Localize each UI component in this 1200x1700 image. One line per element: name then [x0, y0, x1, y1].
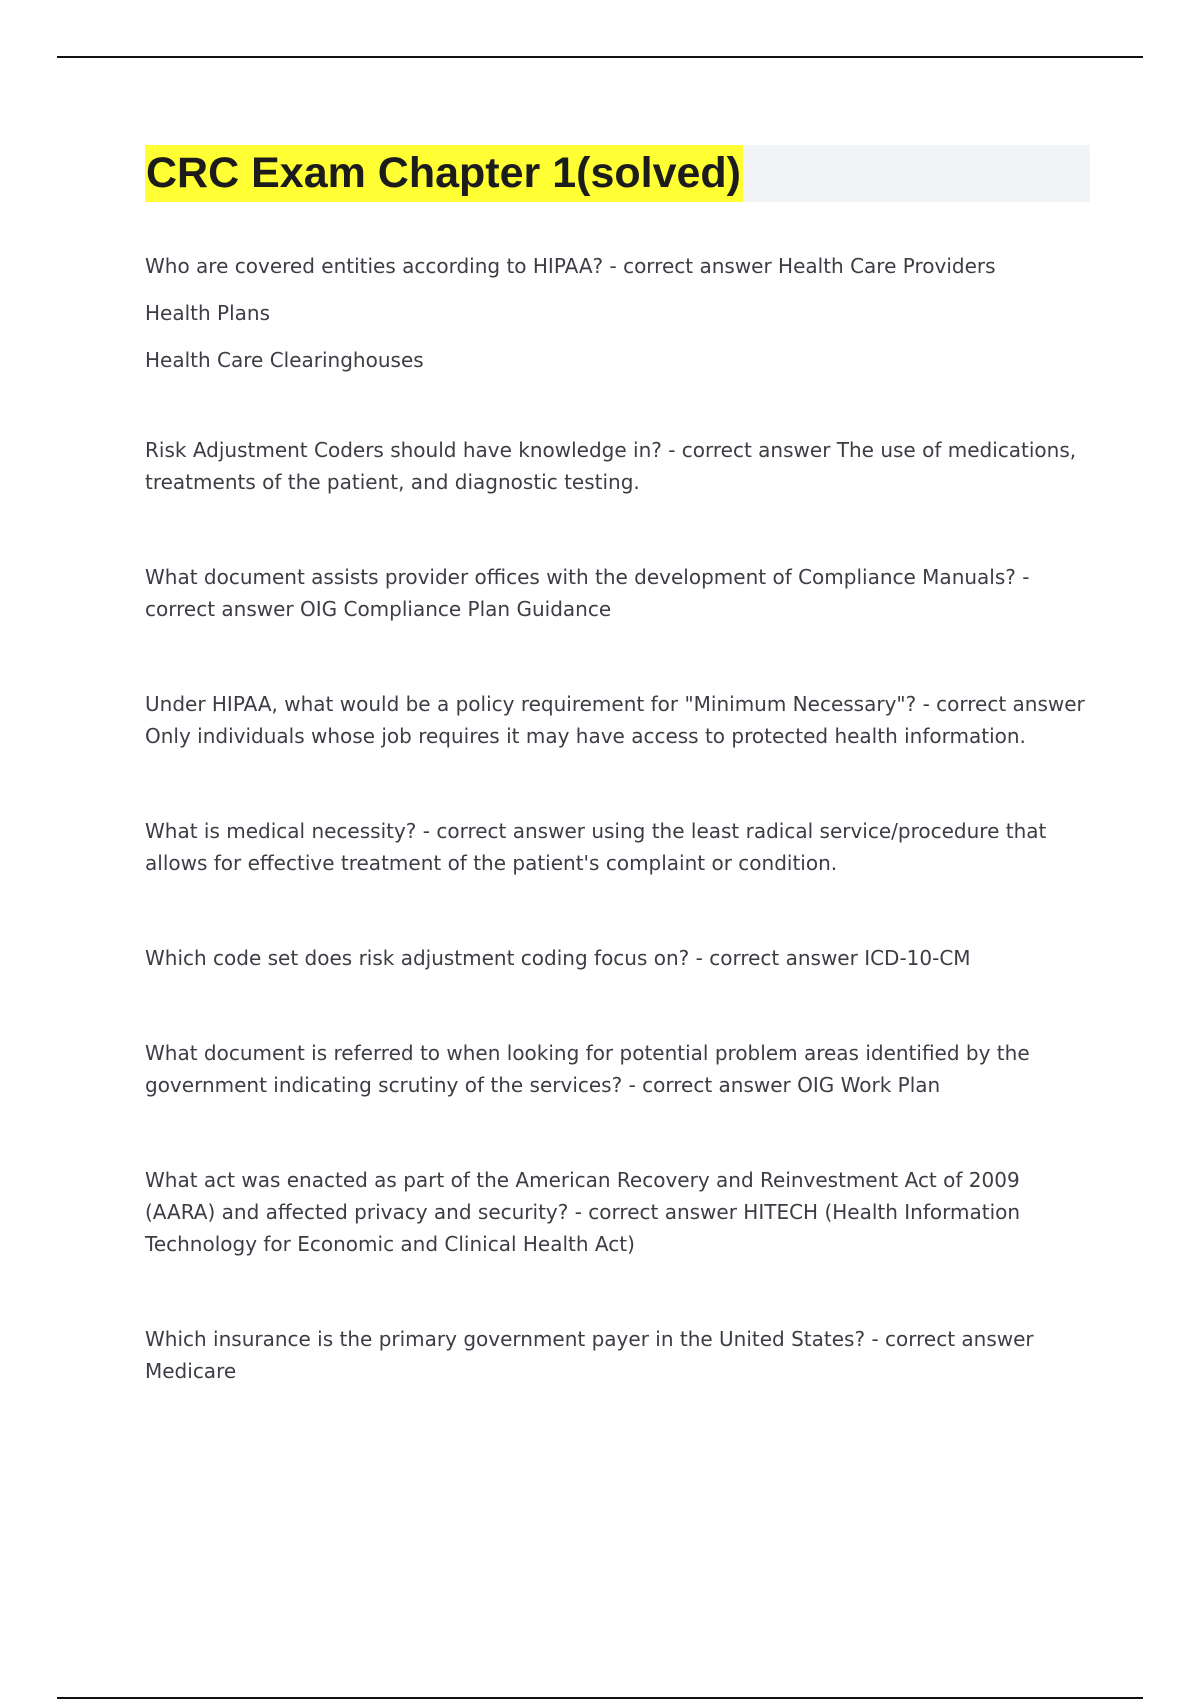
qa-item: [145, 815, 1090, 879]
qa-item: [145, 561, 1090, 625]
question-text: Risk Adjustment Coders should have knowledge in? - correct answer The use of medications, treatments of the patient, and diagnostic testing.: [145, 438, 1077, 494]
answer-line: Health Plans: [145, 301, 270, 325]
qa-item: [145, 942, 1090, 974]
question-text: Under HIPAA, what would be a policy requirement for "Minimum Necessary"? - correct answer Only individuals whose job requires it may have access to protected health information.: [145, 692, 1085, 748]
qa-item: [145, 688, 1090, 752]
qa-item: [145, 1323, 1090, 1387]
top-divider: [57, 56, 1143, 58]
question-text: Who are covered entities according to HIPAA? - correct answer Health Care Providers: [145, 254, 996, 278]
question-text: Which insurance is the primary government payer in the United States? - correct answer Medicare: [145, 1327, 1034, 1383]
title-band: [145, 145, 1090, 202]
answer-line: Health Care Clearinghouses: [145, 348, 424, 372]
question-text: What act was enacted as part of the American Recovery and Reinvestment Act of 2009 (AARA) and affected privacy and security? - correct answer HITECH (Health Information Technology for Economic and Clinical Health Act): [145, 1168, 1021, 1256]
page-title: CRC Exam Chapter 1(solved): [145, 145, 743, 202]
qa-item: [145, 1037, 1090, 1101]
question-text: Which code set does risk adjustment coding focus on? - correct answer ICD-10-CM: [145, 946, 971, 970]
question-text: What document assists provider offices with the development of Compliance Manuals? - correct answer OIG Compliance Plan Guidance: [145, 565, 1030, 621]
qa-item: [145, 434, 1090, 498]
question-text: What document is referred to when looking for potential problem areas identified by the government indicating scrutiny of the services? - correct answer OIG Work Plan: [145, 1041, 1030, 1097]
qa-item: [145, 1164, 1090, 1260]
qa-item: [145, 250, 1090, 376]
question-text: What is medical necessity? - correct answer using the least radical service/procedure that allows for effective treatment of the patient's complaint or condition.: [145, 819, 1047, 875]
document-body: [145, 145, 1090, 1450]
bottom-divider: [57, 1697, 1143, 1699]
